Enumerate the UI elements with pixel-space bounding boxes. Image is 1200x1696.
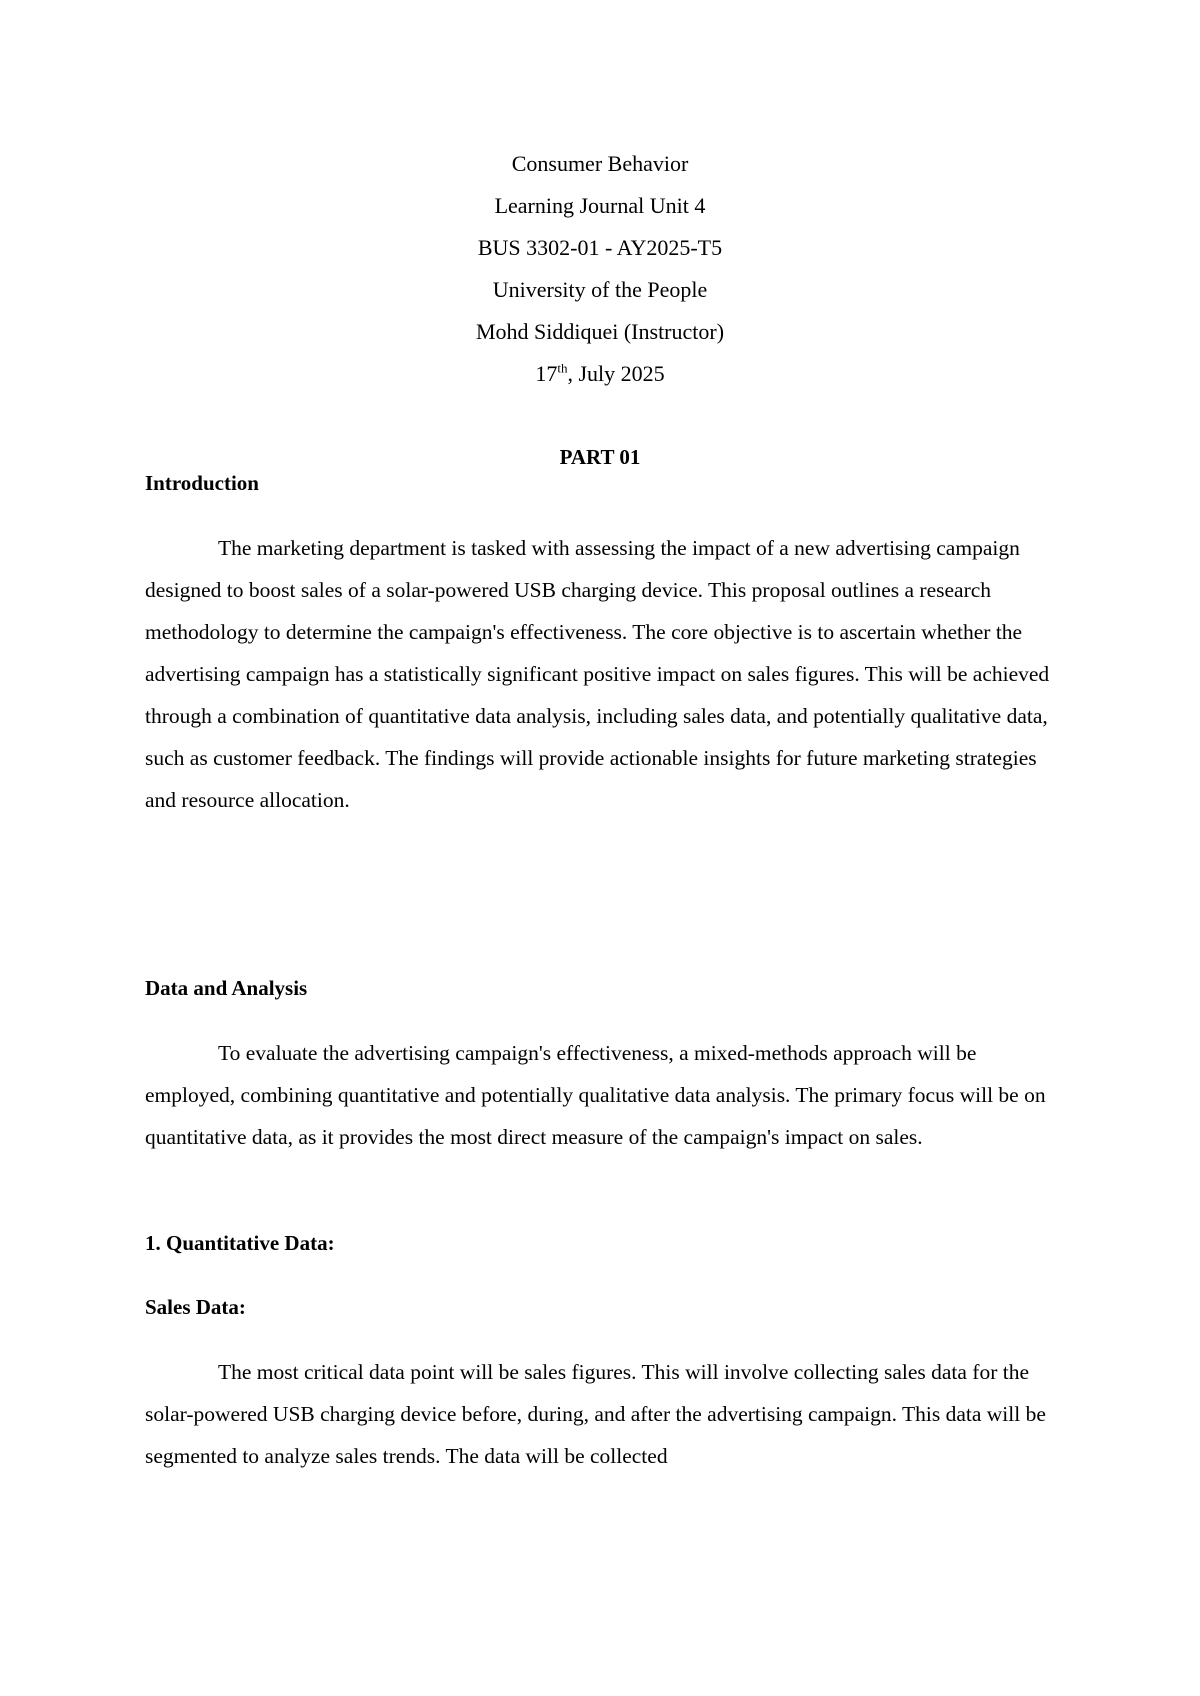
introduction-paragraph: The marketing department is tasked with assessing the impact of a new advertising campaign designed to boost sales of a solar-powered USB charging device. This proposal outlines a research methodology to determine the campaign's effectiveness. The core objective is to ascertain whether the advertising campaign has a statistically significant positive impact on sales figures. This will be achieved through a combination of quantitative data analysis, including sales data, and potentially qualitative data, such as customer feedback. The findings will provide actionable insights for future marketing strategies and resource allocation.	[145, 536, 1050, 812]
course-title: Consumer Behavior	[511, 151, 689, 176]
introduction-heading: Introduction	[145, 471, 259, 495]
data-analysis-heading: Data and Analysis	[145, 976, 308, 1000]
sales-data-paragraph: The most critical data point will be sales figures. This will involve collecting sales data for the solar-powered USB charging device before, during, and after the advertising campaign. This data will be segmented to analyze sales trends. The data will be collected	[145, 1360, 1046, 1468]
date-suffix: th	[557, 360, 568, 376]
date-day: 17	[535, 361, 558, 386]
sales-data-heading: Sales Data:	[145, 1295, 246, 1319]
instructor-name: Mohd Siddiquei (Instructor)	[475, 319, 725, 344]
course-section: BUS 3302-01 - AY2025-T5	[477, 235, 723, 260]
data-analysis-paragraph: To evaluate the advertising campaign's effectiveness, a mixed-methods approach will be employed, combining quantitative and potentially qualitative data analysis. The primary focus will be on quantitative data, as it provides the most direct measure of the campaign's impact on sales.	[145, 1041, 1046, 1149]
submission-date	[0, 353, 1200, 395]
assignment-title: Learning Journal Unit 4	[494, 193, 706, 218]
part-heading: PART 01	[559, 445, 641, 469]
university-name: University of the People	[492, 277, 708, 302]
quantitative-data-heading: 1. Quantitative Data:	[145, 1231, 335, 1255]
date-rest: , July 2025	[567, 361, 665, 386]
title-block	[0, 143, 1200, 395]
